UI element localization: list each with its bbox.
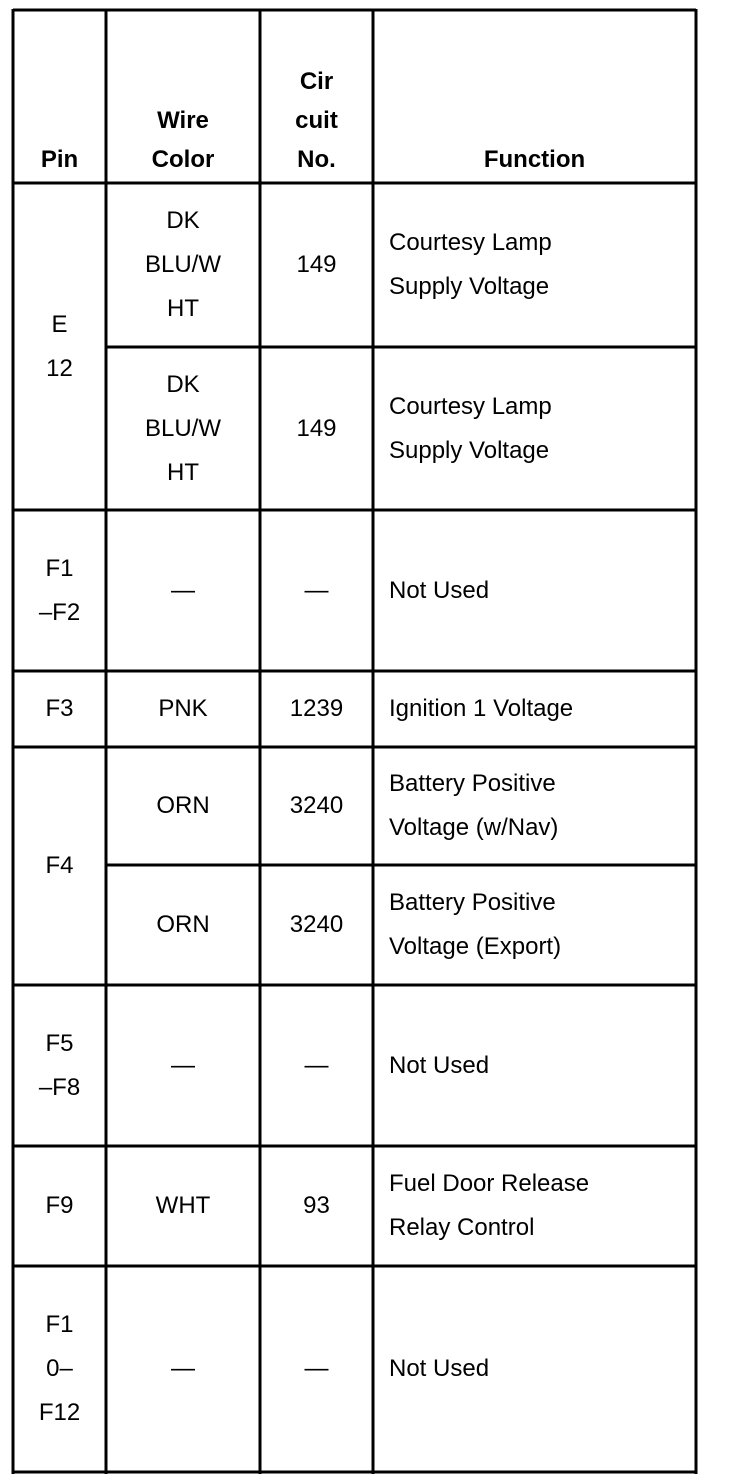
- header-pin: [13, 10, 106, 183]
- wire-color-cell: [106, 183, 260, 347]
- wire-color-cell-line: WHT: [155, 1192, 211, 1219]
- wire-color-cell-line: BLU/W: [144, 251, 221, 278]
- pin-cell-line: F12: [38, 1399, 81, 1426]
- header-circuit-no-line: cuit: [295, 107, 338, 134]
- pin-cell-line: –F2: [38, 598, 81, 626]
- pin-cell-line: F1: [45, 1311, 74, 1338]
- wire-color-cell-line: ORN: [156, 911, 210, 938]
- circuit-cell: [260, 183, 373, 347]
- function-cell-line: Not Used: [389, 576, 490, 604]
- pin-cell-line: F4: [45, 852, 74, 879]
- circuit-cell-line: 3240: [289, 911, 344, 938]
- circuit-cell-line: 3240: [289, 792, 344, 819]
- wire-color-cell: [106, 510, 260, 671]
- wire-color-cell: [106, 865, 260, 985]
- circuit-cell-line: 149: [296, 251, 337, 278]
- circuit-cell: [260, 865, 373, 985]
- circuit-cell: [260, 671, 373, 747]
- circuit-cell-line: 93: [303, 1192, 330, 1219]
- function-cell: [373, 985, 696, 1146]
- wire-color-cell: [106, 1146, 260, 1266]
- function-cell-line: Battery Positive: [389, 770, 556, 797]
- pin-cell: [13, 1146, 106, 1266]
- pin-cell: [13, 1266, 106, 1472]
- header-wire-color: [106, 10, 260, 183]
- header-function-line: Function: [483, 146, 586, 173]
- function-cell: [373, 1266, 696, 1472]
- wire-color-cell: [106, 347, 260, 510]
- function-cell: [373, 1146, 696, 1266]
- circuit-cell: [260, 1146, 373, 1266]
- wire-color-cell-line: DK: [166, 207, 200, 234]
- wire-color-cell-line: PNK: [158, 695, 208, 722]
- function-cell: [373, 183, 696, 347]
- wire-color-cell-line: BLU/W: [144, 414, 221, 442]
- circuit-cell: [260, 985, 373, 1146]
- circuit-cell-line: 1239: [289, 695, 344, 722]
- function-cell-line: Courtesy Lamp: [389, 392, 552, 420]
- pin-cell: [13, 183, 106, 510]
- function-cell-line: Fuel Door Release: [389, 1170, 590, 1197]
- function-cell-line: Battery Positive: [389, 889, 556, 916]
- circuit-cell-line: —: [304, 576, 329, 604]
- function-cell-line: Not Used: [389, 1051, 490, 1079]
- pin-cell: [13, 985, 106, 1146]
- header-circuit-no: [260, 10, 373, 183]
- circuit-cell: [260, 1266, 373, 1472]
- pin-cell: [13, 747, 106, 985]
- wire-color-cell-line: —: [171, 1051, 195, 1079]
- wire-color-cell: [106, 985, 260, 1146]
- pin-cell: [13, 671, 106, 747]
- header-wire-color-line: Wire: [157, 107, 209, 134]
- function-cell-line: Ignition 1 Voltage: [389, 695, 574, 722]
- circuit-cell-line: —: [304, 1355, 329, 1382]
- function-cell: [373, 347, 696, 510]
- circuit-cell-line: 149: [296, 414, 337, 442]
- function-cell-line: Courtesy Lamp: [389, 229, 552, 256]
- function-cell-line: Voltage (w/Nav): [389, 814, 559, 841]
- circuit-cell: [260, 510, 373, 671]
- function-cell-line: Relay Control: [389, 1214, 535, 1241]
- function-cell-line: Not Used: [389, 1355, 490, 1382]
- wire-color-cell-line: —: [171, 1355, 195, 1382]
- circuit-cell-line: —: [304, 1051, 329, 1079]
- pin-cell-line: F1: [45, 554, 74, 582]
- wire-color-cell-line: —: [171, 576, 195, 604]
- header-wire-color-line: Color: [151, 146, 215, 173]
- header-circuit-no-line: Cir: [299, 68, 334, 95]
- function-cell: [373, 671, 696, 747]
- pin-cell-line: 0–: [46, 1355, 73, 1382]
- wire-color-cell-line: HT: [167, 458, 199, 486]
- function-cell: [373, 865, 696, 985]
- wire-color-cell: [106, 1266, 260, 1472]
- pin-cell: [13, 510, 106, 671]
- wire-color-cell-line: ORN: [156, 792, 210, 819]
- wire-color-cell: [106, 671, 260, 747]
- function-cell-line: Supply Voltage: [389, 273, 550, 300]
- function-cell-line: Supply Voltage: [389, 436, 550, 464]
- wire-color-cell-line: DK: [166, 370, 200, 398]
- circuit-cell: [260, 347, 373, 510]
- header-pin-line: Pin: [40, 146, 79, 173]
- circuit-cell: [260, 747, 373, 865]
- header-circuit-no-line: No.: [297, 146, 336, 173]
- function-cell: [373, 747, 696, 865]
- wire-color-cell: [106, 747, 260, 865]
- pin-cell-line: E: [51, 310, 68, 338]
- pin-cell-line: F5: [45, 1029, 74, 1057]
- pin-cell-line: F9: [45, 1192, 74, 1219]
- pin-cell-line: F3: [45, 695, 74, 722]
- pin-cell-line: 12: [46, 354, 73, 382]
- pin-cell-line: –F8: [38, 1073, 81, 1101]
- function-cell-line: Voltage (Export): [389, 933, 562, 960]
- function-cell: [373, 510, 696, 671]
- header-function: [373, 10, 696, 183]
- wire-color-cell-line: HT: [167, 295, 199, 322]
